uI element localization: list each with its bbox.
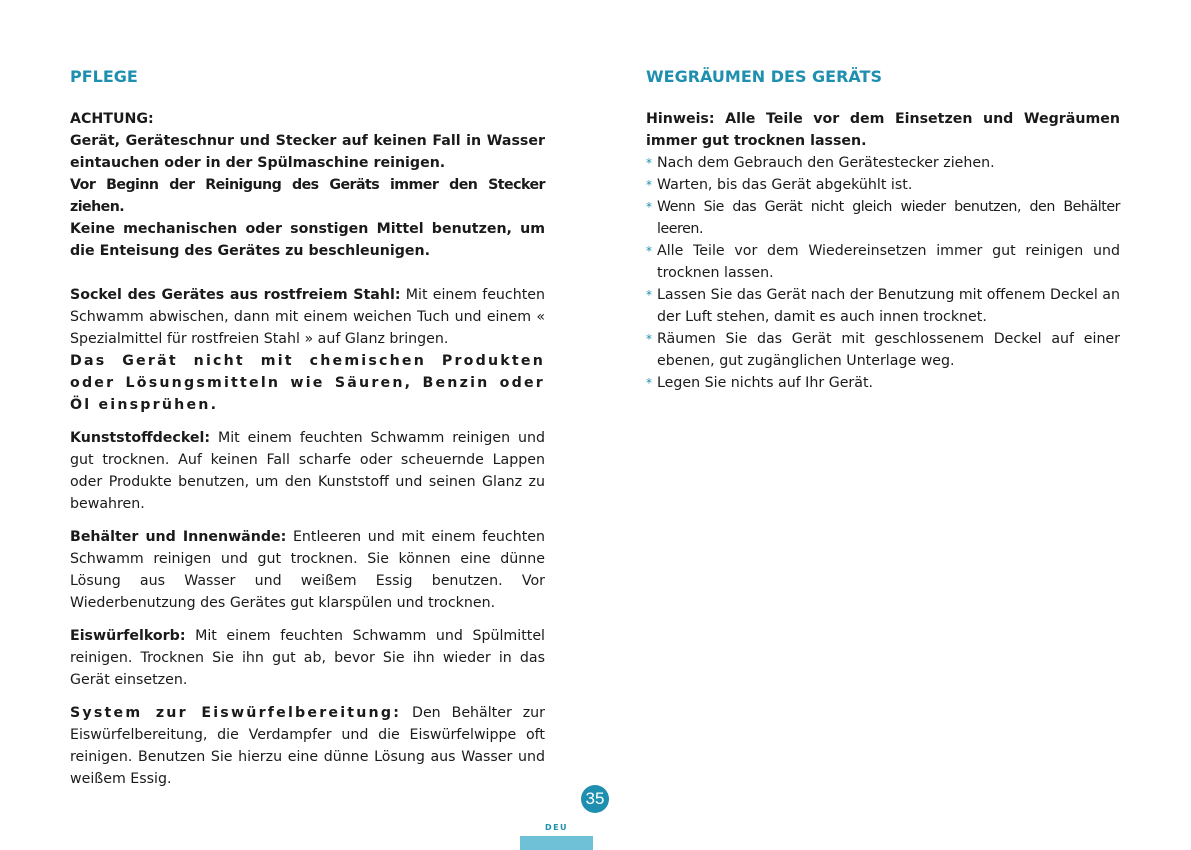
- language-label: DEU: [544, 823, 569, 832]
- list-item: * Nach dem Gebrauch den Gerätestecker ziehen.: [646, 152, 1120, 174]
- storage-hint: Hinweis: Alle Teile vor dem Einsetzen und Wegräumen immer gut trocknen lassen.: [646, 111, 1120, 149]
- list-item: * Warten, bis das Gerät abgekühlt ist.: [646, 174, 1120, 196]
- storage-title: WEGRÄUMEN DES GERÄTS: [646, 67, 882, 86]
- lid-label: Kunststoffdeckel:: [70, 430, 211, 446]
- base-label: Sockel des Gerätes aus rostfreiem Stahl:: [70, 287, 401, 303]
- base-paragraph: [70, 284, 545, 350]
- base-text: Mit einem feuchten Schwamm abwischen, dann mit einem weichen Tuch und einem « Spezialmittel für rostfreien Stahl » auf Glanz bringen.: [70, 287, 545, 347]
- list-item: * Räumen Sie das Gerät mit geschlossenem Deckel auf einer ebenen, gut zugänglichen Unterlage weg.: [646, 328, 1120, 372]
- asterisk-icon: *: [646, 332, 652, 346]
- asterisk-icon: *: [646, 288, 652, 302]
- list-item: * Lassen Sie das Gerät nach der Benutzung mit offenem Deckel an der Luft stehen, damit es auch innen trocknet.: [646, 284, 1120, 328]
- system-text: Den Behälter zur Eiswürfelbereitung, die Verdampfer und die Eiswürfelwippe oft reinigen. Benutzen Sie hierzu eine dünne Lösung aus Wasser und weißem Essig.: [70, 705, 545, 787]
- page-number: 35: [581, 785, 609, 813]
- asterisk-icon: *: [646, 178, 652, 192]
- warning-block: [70, 108, 545, 262]
- basket-text: Mit einem feuchten Schwamm und Spülmittel reinigen. Trocknen Sie ihn gut ab, bevor Sie ihn wieder in das Gerät einsetzen.: [70, 628, 545, 688]
- basket-paragraph: [70, 625, 545, 691]
- system-label: System zur Eiswürfelbereitung:: [70, 705, 402, 721]
- asterisk-icon: *: [646, 244, 652, 258]
- care-column: [70, 66, 545, 790]
- basket-label: Eiswürfelkorb:: [70, 628, 186, 644]
- warning-line-1: Gerät, Geräteschnur und Stecker auf keinen Fall in Wasser eintauchen oder in der Spülmaschine reinigen.: [70, 133, 545, 171]
- warning-heading: ACHTUNG:: [70, 111, 154, 127]
- language-bar: [520, 836, 593, 850]
- asterisk-icon: *: [646, 376, 652, 390]
- container-label: Behälter und Innenwände:: [70, 529, 287, 545]
- list-item: * Alle Teile vor dem Wiedereinsetzen immer gut reinigen und trocknen lassen.: [646, 240, 1120, 284]
- base-note: Das Gerät nicht mit chemischen Produkten oder Lösungsmitteln wie Säuren, Benzin oder Öl einsprühen.: [70, 353, 545, 413]
- system-paragraph: [70, 702, 545, 790]
- lid-paragraph: [70, 427, 545, 515]
- asterisk-icon: *: [646, 200, 652, 214]
- warning-line-3: Keine mechanischen oder sonstigen Mittel benutzen, um die Enteisung des Gerätes zu beschleunigen.: [70, 221, 545, 259]
- storage-column: [646, 66, 1120, 394]
- list-item: * Legen Sie nichts auf Ihr Gerät.: [646, 372, 1120, 394]
- container-text: Entleeren und mit einem feuchten Schwamm reinigen und gut trocknen. Sie können eine dünne Lösung aus Wasser und weißem Essig benutzen. Vor Wiederbenutzung des Gerätes gut klarspülen und trocknen.: [70, 529, 545, 611]
- lid-text: Mit einem feuchten Schwamm reinigen und gut trocknen. Auf keinen Fall scharfe oder scheuernde Lappen oder Produkte benutzen, um den Kunststoff und seinen Glanz zu bewahren.: [70, 430, 545, 512]
- container-paragraph: [70, 526, 545, 614]
- care-title: PFLEGE: [70, 67, 138, 86]
- warning-line-2: Vor Beginn der Reinigung des Geräts immer den Stecker ziehen.: [70, 177, 545, 215]
- asterisk-icon: *: [646, 156, 652, 170]
- list-item: * Wenn Sie das Gerät nicht gleich wieder benutzen, den Behälter leeren.: [646, 196, 1120, 240]
- storage-list: [646, 152, 1120, 394]
